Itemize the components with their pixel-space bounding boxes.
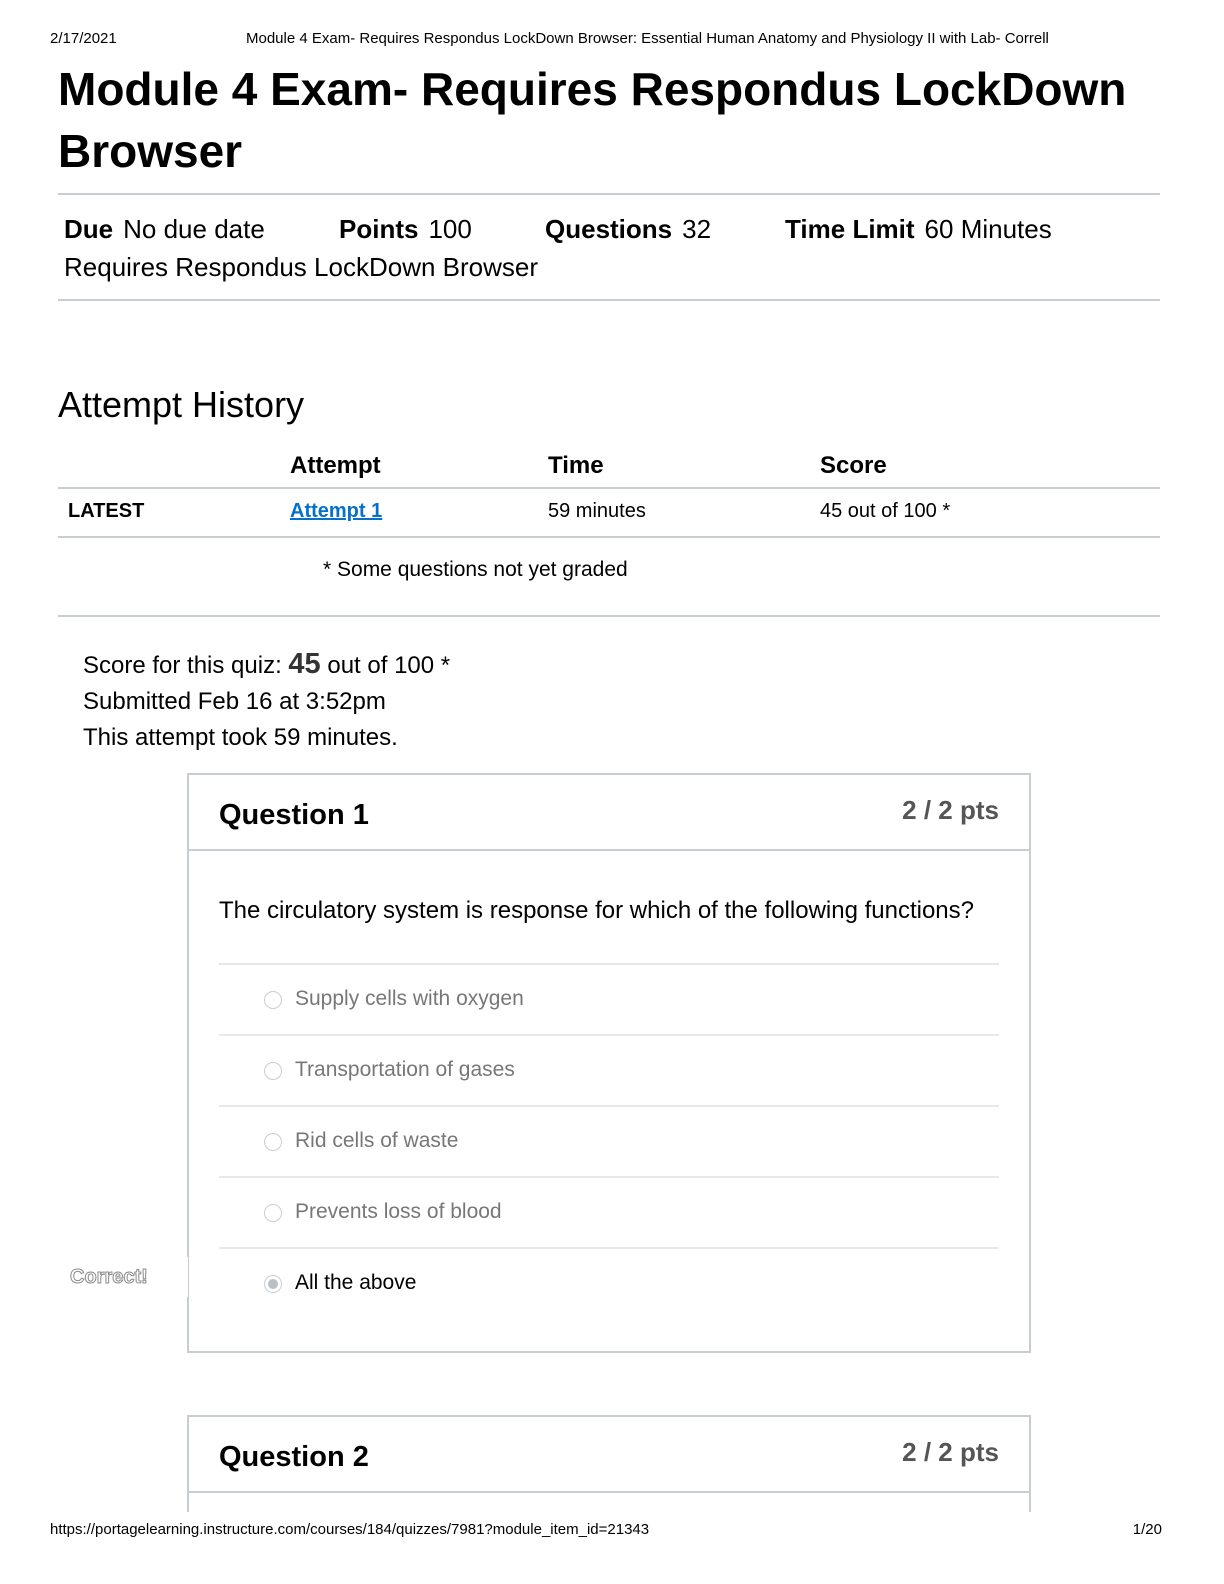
- print-page-number: 1/20: [1132, 1521, 1162, 1538]
- meta-points-value: 100: [428, 214, 472, 244]
- meta-questions-value: 32: [682, 214, 712, 244]
- answer-option[interactable]: [219, 1036, 999, 1107]
- quiz-score-line: [83, 646, 450, 684]
- question-card: [187, 773, 1031, 1353]
- history-divider: [58, 615, 1160, 617]
- meta-due: [64, 212, 265, 246]
- radio-button[interactable]: [264, 991, 282, 1009]
- attempt-duration: This attempt took 59 minutes.: [83, 724, 398, 751]
- meta-divider: [58, 299, 1160, 301]
- meta-questions-label: Questions: [545, 214, 673, 244]
- correct-answer-flag: Correct!: [60, 1257, 188, 1297]
- table-row-divider: [58, 536, 1160, 538]
- answer-option[interactable]: [219, 1107, 999, 1178]
- print-date: 2/17/2021: [50, 30, 117, 47]
- question-title: Question 2: [219, 1441, 369, 1473]
- answer-label: Prevents loss of blood: [295, 1200, 502, 1223]
- radio-button[interactable]: [264, 1204, 282, 1222]
- radio-button[interactable]: [264, 1062, 282, 1080]
- question-text: The circulatory system is response for which of the following functions?: [219, 897, 975, 924]
- meta-points: [339, 212, 472, 246]
- print-page-title: Module 4 Exam- Requires Respondus LockDown Browser: Essential Human Anatomy and Physiology II with Lab- Correll: [246, 30, 1049, 47]
- radio-button[interactable]: [264, 1133, 282, 1151]
- answer-option-selected[interactable]: [219, 1249, 999, 1318]
- meta-time-limit-label: Time Limit: [785, 214, 915, 244]
- score-summary: [83, 646, 450, 756]
- question-points: 2 / 2 pts: [902, 795, 999, 825]
- meta-due-label: Due: [64, 214, 114, 244]
- column-header-score: Score: [820, 452, 887, 479]
- print-url: https://portagelearning.instructure.com/courses/184/quizzes/7981?module_item_id=21343: [50, 1521, 650, 1538]
- attempt-time: 59 minutes: [548, 500, 646, 522]
- answer-option[interactable]: [219, 965, 999, 1036]
- meta-points-label: Points: [339, 214, 419, 244]
- column-header-time: Time: [548, 452, 604, 479]
- meta-requirement: Requires Respondus LockDown Browser: [64, 252, 539, 282]
- answer-label: Rid cells of waste: [295, 1129, 459, 1152]
- page-title: Module 4 Exam- Requires Respondus LockDown Browser: [58, 63, 1127, 177]
- meta-due-value: No due date: [123, 214, 265, 244]
- question-header: [189, 775, 1029, 851]
- print-header: [50, 30, 1174, 50]
- radio-button-checked[interactable]: [264, 1275, 282, 1293]
- grading-note: * Some questions not yet graded: [323, 558, 628, 581]
- title-divider: [58, 193, 1160, 195]
- attempt-history-heading: Attempt History: [58, 384, 305, 425]
- attempt-status: LATEST: [68, 500, 145, 522]
- meta-questions: [545, 212, 711, 246]
- meta-time-limit-value: 60 Minutes: [924, 214, 1052, 244]
- score-prefix: Score for this quiz:: [83, 652, 282, 679]
- question-points: 2 / 2 pts: [902, 1437, 999, 1467]
- answer-label: All the above: [295, 1271, 417, 1294]
- score-value: 45: [288, 648, 321, 680]
- attempt-score: 45 out of 100 *: [820, 500, 951, 522]
- table-header-divider: [58, 487, 1160, 489]
- question-title: Question 1: [219, 799, 369, 831]
- answer-option[interactable]: [219, 1178, 999, 1249]
- attempt-link[interactable]: Attempt 1: [290, 500, 383, 522]
- meta-time-limit: [785, 212, 1052, 246]
- answer-label: Transportation of gases: [295, 1058, 515, 1081]
- question-header: [189, 1417, 1029, 1493]
- answer-list: [219, 963, 999, 1318]
- answer-label: Supply cells with oxygen: [295, 987, 524, 1010]
- submitted-time: Submitted Feb 16 at 3:52pm: [83, 688, 386, 715]
- column-header-attempt: Attempt: [290, 452, 381, 479]
- score-suffix: out of 100 *: [327, 652, 451, 679]
